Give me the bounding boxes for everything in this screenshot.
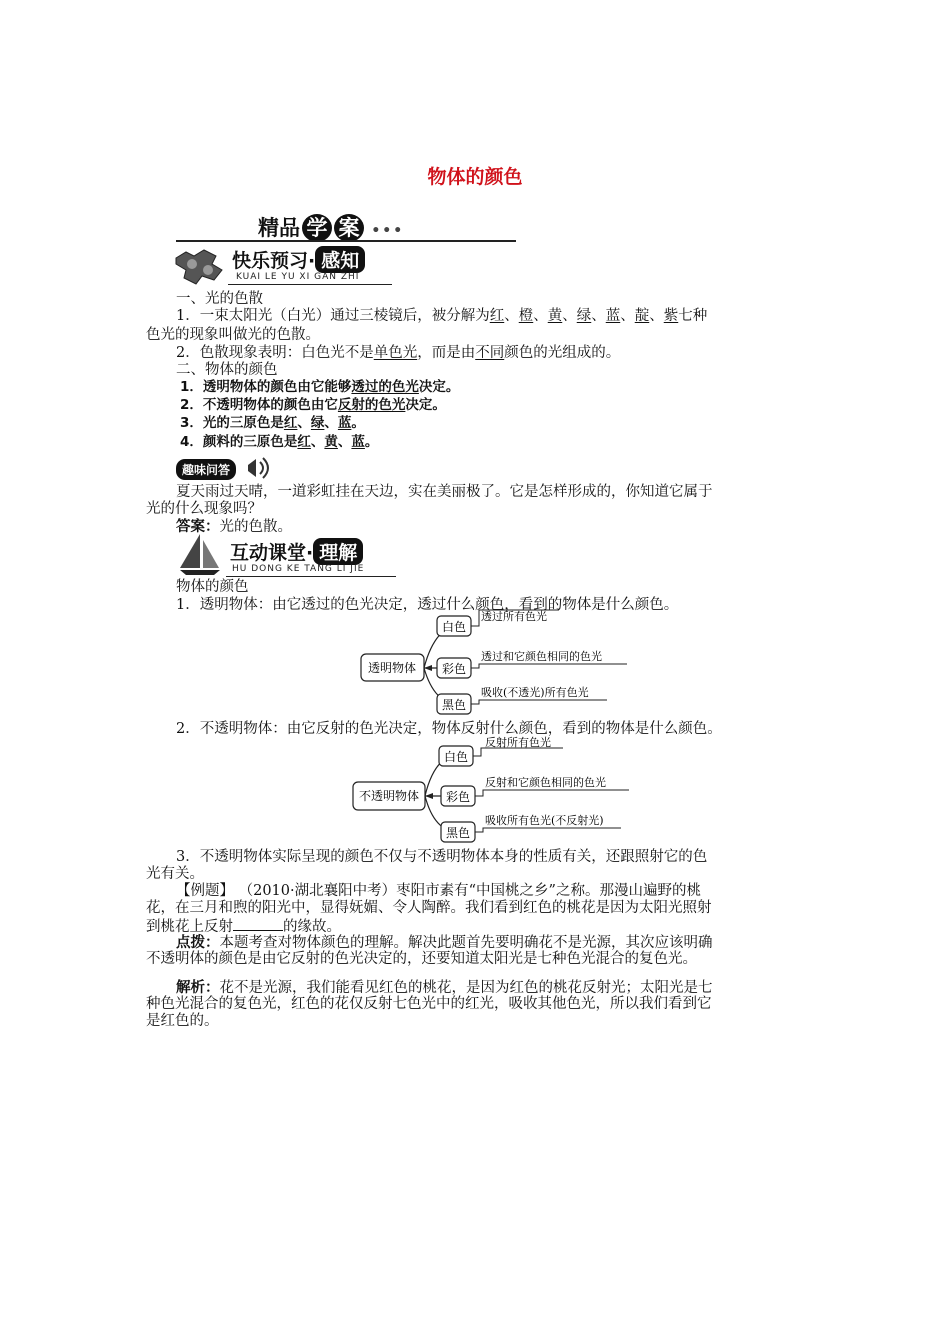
- prep-p2-a: 2．色散现象表明：白色光不是: [176, 345, 374, 361]
- prep-bullet-3: [180, 414, 365, 433]
- example-line3-b: 的缘故。: [283, 919, 341, 935]
- classroom-para-3-line2: 光有关。: [146, 866, 204, 882]
- example-line1: 【例题】 （2010·湖北襄阳中考）枣阳市素有“中国桃之乡”之称。那漫山遍野的桃: [176, 883, 701, 899]
- sep: 、: [649, 308, 664, 324]
- diagram1-root-label: 透明物体: [367, 661, 417, 675]
- section-kuaile-yuxi: [232, 246, 365, 273]
- speaker-icon: [244, 455, 272, 481]
- quiz-question-line2: 光的什么现象吗？: [146, 501, 262, 517]
- diagram1-node-color-label: 彩色: [441, 662, 467, 676]
- hint-label: 点拨：: [176, 934, 220, 951]
- section1-tag: 感知: [315, 246, 365, 273]
- prep-p2-c: 颜色的光组成的。: [504, 345, 621, 361]
- diagram2-node-white-label: 白色: [443, 750, 469, 764]
- solution-text-1: 花不是光源，我们能看见红色的桃花，是因为红色的桃花反射光；太阳光是七: [219, 980, 713, 996]
- blank-reflected-light: 反射的色光: [337, 397, 406, 413]
- sep: 、: [297, 415, 311, 431]
- bullet1-a: 1．透明物体的颜色由它能够: [180, 379, 352, 395]
- diagram1-label-color: 透过和它颜色相同的色光: [481, 650, 602, 663]
- diagram2-label-white: 反射所有色光: [485, 736, 551, 749]
- diagram1-label-black: 吸收(不透光)所有色光: [481, 686, 589, 699]
- diagram2-label-black: 吸收所有色光(不反射光): [485, 814, 604, 827]
- prep-para-1-line2: 色光的现象叫做光的色散。: [146, 327, 320, 343]
- section1-title: 快乐预习·: [232, 250, 316, 272]
- prep-bullet-2: [180, 396, 446, 415]
- diagram1-label-white: 透过所有色光: [481, 610, 547, 623]
- section2-title: 互动课堂·: [230, 542, 314, 564]
- banner-rule: [176, 240, 516, 242]
- quiz-question-line1: 夏天雨过天晴，一道彩虹挂在天边，实在美丽极了。它是怎样形成的，你知道它属于: [176, 484, 713, 500]
- bullet1-b: 决定。: [418, 379, 460, 395]
- color-green: 绿: [576, 308, 592, 324]
- puzzle-icon: [172, 244, 232, 286]
- color-blue: 蓝: [605, 308, 621, 324]
- sep: 、: [562, 308, 577, 324]
- sep: 、: [620, 308, 635, 324]
- banner-xue-badge: 学: [302, 214, 332, 242]
- prep-p1-prefix: 1．一束太阳光（白光）通过三棱镜后，被分解为: [176, 308, 490, 324]
- answer-label: 答案：: [176, 518, 220, 535]
- section2-rule: [226, 576, 396, 577]
- period: 。: [364, 434, 379, 450]
- prep-p2-b: ，而是由: [417, 345, 476, 361]
- sailboat-icon: [176, 530, 226, 576]
- light-primary-red: 红: [283, 415, 298, 431]
- sep: 、: [337, 434, 352, 450]
- prep-p1-suffix: 七种: [678, 308, 708, 324]
- sep: 、: [310, 434, 325, 450]
- section-hudong-ketang: [230, 538, 363, 565]
- page-title: 物体的颜色: [427, 166, 523, 188]
- pigment-primary-yellow: 黄: [324, 434, 338, 450]
- color-red: 红: [489, 308, 505, 324]
- color-violet: 紫: [663, 308, 679, 324]
- prep-heading-1: 一、光的色散: [176, 291, 263, 307]
- banner-an-badge: 案: [334, 214, 364, 242]
- sep: 、: [533, 308, 548, 324]
- hint-line2: 不透明体的颜色是由它反射的色光决定的，还要知道太阳光是七种色光混合的复色光。: [146, 951, 697, 967]
- section1-rule: [228, 284, 392, 285]
- pigment-primary-blue: 蓝: [351, 434, 365, 450]
- diagram1-node-black-label: 黑色: [441, 698, 467, 712]
- color-orange: 橙: [518, 308, 534, 324]
- period: 。: [351, 415, 365, 431]
- bullet4-a: 4．颜料的三原色是: [180, 434, 298, 450]
- blank-single-color: 单色光: [373, 345, 418, 361]
- color-indigo: 靛: [634, 308, 650, 324]
- diagram2-node-black-label: 黑色: [445, 826, 471, 840]
- example-line2: 花，在三月和煦的阳光中，显得妩媚、令人陶醉。我们看到红色的桃花是因为太阳光照射: [146, 900, 712, 916]
- diagram1-node-white-label: 白色: [441, 620, 467, 634]
- bullet2-a: 2．不透明物体的颜色由它: [180, 397, 338, 413]
- sep: 、: [504, 308, 519, 324]
- banner-jingpin-xuean: [258, 212, 404, 242]
- prep-bullet-4: [180, 433, 378, 452]
- prep-para-1: [176, 307, 707, 326]
- answer-text: 光的色散。: [219, 519, 292, 535]
- transparent-object-diagram: [355, 606, 635, 718]
- hint-text-1: 本题考查对物体颜色的理解。解决此题首先要明确花不是光源，其次应该明确: [219, 935, 713, 951]
- classroom-heading: 物体的颜色: [176, 579, 249, 595]
- banner-dots: •••: [371, 223, 405, 239]
- example-line3-a: 到桃花上反射: [146, 919, 233, 935]
- sep: 、: [591, 308, 606, 324]
- blank-different: 不同: [475, 345, 505, 361]
- diagram2-root-label: 不透明物体: [358, 789, 420, 803]
- light-primary-blue: 蓝: [337, 415, 352, 431]
- solution-line3: 是红色的。: [146, 1013, 219, 1029]
- classroom-para-3-line1: 3．不透明物体实际呈现的颜色不仅与不透明物体本身的性质有关，还跟照射它的色: [176, 849, 708, 865]
- answer-blank[interactable]: [233, 916, 283, 931]
- bullet3-a: 3．光的三原色是: [180, 415, 284, 431]
- blank-transmitted-light: 透过的色光: [351, 379, 419, 395]
- classroom-para-2: 2．不透明物体：由它反射的色光决定，物体反射什么颜色，看到的物体是什么颜色。: [176, 721, 722, 737]
- bullet2-b: 决定。: [405, 397, 446, 413]
- sep: 、: [324, 415, 338, 431]
- quiz-label: 趣味问答: [176, 459, 236, 480]
- color-yellow: 黄: [547, 308, 563, 324]
- solution-line2: 种色光混合的复色光，红色的花仅反射七色光中的红光，吸收其他色光，所以我们看到它: [146, 996, 712, 1012]
- prep-heading-2: 二、物体的颜色: [176, 362, 278, 378]
- solution-label: 解析：: [176, 979, 220, 996]
- section2-pinyin: HU DONG KE TANG LI JIE: [232, 564, 365, 574]
- classroom-para-1: 1．透明物体：由它透过的色光决定，透过什么颜色，看到的物体是什么颜色。: [176, 597, 679, 613]
- diagram2-label-color: 反射和它颜色相同的色光: [485, 776, 606, 789]
- diagram2-node-color-label: 彩色: [445, 790, 471, 804]
- banner-label: 精品: [258, 216, 300, 240]
- opaque-object-diagram: [349, 734, 639, 846]
- section2-tag: 理解: [313, 538, 363, 565]
- prep-bullet-1: [180, 378, 459, 397]
- light-primary-green: 绿: [310, 415, 325, 431]
- pigment-primary-red: 红: [297, 434, 311, 450]
- section1-pinyin: KUAI LE YU XI GAN ZHI: [236, 272, 360, 282]
